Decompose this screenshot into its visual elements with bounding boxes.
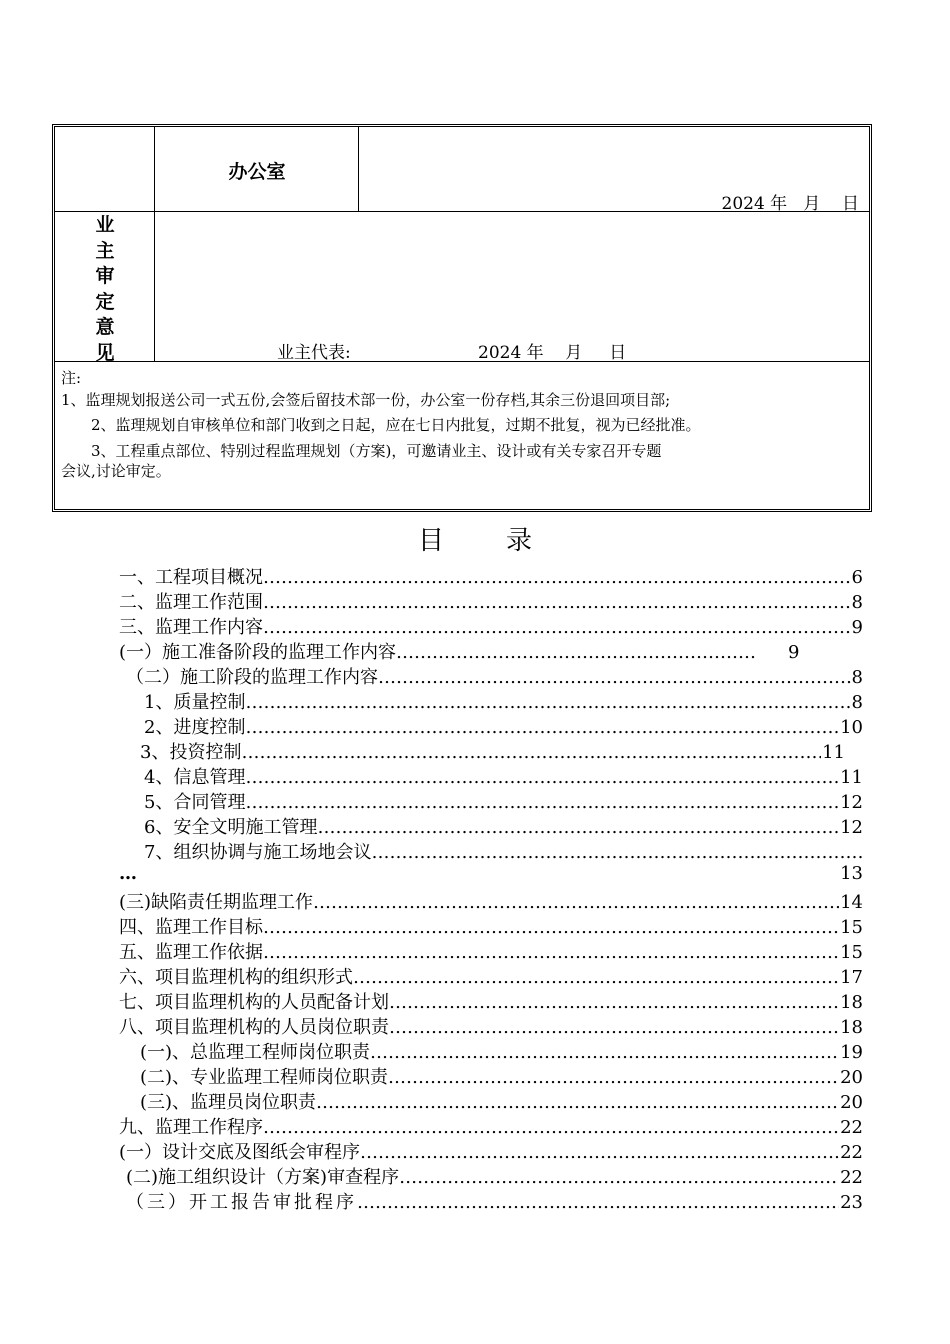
toc-entry[interactable] xyxy=(140,1088,863,1113)
toc-entry-label: 7、组织协调与施工场地会议 xyxy=(144,842,372,863)
office-label: 办公室 xyxy=(228,161,286,183)
toc-entry-continued[interactable] xyxy=(119,863,863,888)
toc-entry-label: (二)、专业监理工程师岗位职责 xyxy=(140,1067,389,1088)
toc-entry-page: 23 xyxy=(840,1192,863,1213)
toc-leader-dots xyxy=(245,792,839,813)
toc-entry[interactable] xyxy=(126,1163,863,1188)
toc-entry-label: 5、合同管理 xyxy=(144,792,246,813)
toc-entry[interactable] xyxy=(119,638,863,663)
toc-entry[interactable] xyxy=(119,938,863,963)
owner-label-char: 意 xyxy=(95,316,115,338)
toc-leader-dots xyxy=(263,942,839,963)
toc-leader-dots xyxy=(378,667,851,688)
toc-entry-label: 七、项目监理机构的人员配备计划 xyxy=(119,992,389,1013)
toc-entry-page: 13 xyxy=(840,863,863,884)
toc-entry[interactable] xyxy=(119,963,863,988)
toc-entry-label: 2、进度控制 xyxy=(144,717,246,738)
owner-label-char: 审 xyxy=(95,265,115,287)
toc-entry-page: 18 xyxy=(840,992,863,1013)
toc-leader-dots xyxy=(316,1092,839,1113)
toc-leader-dots xyxy=(263,592,851,613)
notes-heading: 注: xyxy=(61,369,82,387)
toc-leader-dots xyxy=(353,967,839,988)
owner-review-label xyxy=(55,213,155,366)
owner-label-char: 定 xyxy=(95,290,115,313)
toc-entry-page: 12 xyxy=(840,792,863,813)
toc-entry-label: (三)、监理员岗位职责 xyxy=(140,1092,317,1113)
toc-entry[interactable] xyxy=(119,613,863,638)
toc-entry[interactable] xyxy=(126,1188,863,1213)
toc-leader-dots xyxy=(317,817,839,838)
owner-label-char: 业 xyxy=(95,214,115,236)
toc-entry-page: 14 xyxy=(840,892,863,913)
toc-entry-page: 22 xyxy=(840,1142,863,1163)
toc-entry-page: 15 xyxy=(840,917,863,938)
toc-entry-label: 六、项目监理机构的组织形式 xyxy=(119,967,353,988)
office-date: 2024 年 月 日 xyxy=(721,194,859,214)
toc-entry-page: 18 xyxy=(840,1017,863,1038)
toc-entry-label: (一）施工准备阶段的监理工作内容 xyxy=(119,642,397,663)
toc-entry-label: 二、监理工作范围 xyxy=(119,592,263,613)
toc-entry[interactable] xyxy=(119,888,863,913)
toc-entry-label: （二）施工阶段的监理工作内容 xyxy=(126,667,378,688)
toc-leader-dots xyxy=(245,717,839,738)
toc-entry[interactable] xyxy=(119,1013,863,1038)
toc-entry-page: 6 xyxy=(851,567,863,588)
toc-entry-label: 四、监理工作目标 xyxy=(119,917,263,938)
note-item-1: 1、监理规划报送公司一式五份,会签后留技术部一份，办公室一份存档,其余三份退回项目部; xyxy=(61,391,671,409)
toc-entry-page: 9 xyxy=(788,642,800,663)
owner-date: 2024 年 月 日 xyxy=(478,343,627,363)
note-item-2: 2、监理规划自审核单位和部门收到之日起，应在七日内批复，过期不批复，视为已经批准。 xyxy=(91,416,701,434)
toc-entry-label: (三)缺陷责任期监理工作 xyxy=(119,892,314,913)
toc-entry[interactable] xyxy=(119,1138,863,1163)
toc-entry-page: 8 xyxy=(851,667,863,688)
toc-leader-dots xyxy=(263,1117,839,1138)
toc-entry[interactable] xyxy=(119,913,863,938)
toc-entry[interactable] xyxy=(140,1038,863,1063)
toc-entry[interactable] xyxy=(144,838,863,863)
toc-leader-dots xyxy=(263,617,851,638)
toc-leader-dots xyxy=(263,567,851,588)
toc-entry-label: 五、监理工作依据 xyxy=(119,942,263,963)
toc-leader-dots xyxy=(388,1067,839,1088)
toc-entry-label: 三、监理工作内容 xyxy=(119,617,263,638)
toc-entry[interactable] xyxy=(144,788,863,813)
toc-title: 目录 xyxy=(417,526,594,556)
toc-entry[interactable] xyxy=(144,688,863,713)
row-divider xyxy=(55,361,869,362)
toc-leader-dots xyxy=(245,692,850,713)
toc-entry-label: (二)施工组织设计（方案)审查程序 xyxy=(126,1167,400,1188)
toc-entry-label: 一、工程项目概况 xyxy=(119,567,263,588)
toc-entry[interactable] xyxy=(140,738,845,763)
note-item-3: 3、工程重点部位、特别过程监理规划（方案)，可邀请业主、设计或有关专家召开专题 xyxy=(91,442,662,460)
toc-entry-page: 22 xyxy=(840,1117,863,1138)
toc-entry[interactable] xyxy=(140,1063,863,1088)
toc-entry[interactable] xyxy=(126,663,863,688)
toc-entry-page: 12 xyxy=(840,817,863,838)
toc-entry[interactable] xyxy=(119,988,863,1013)
toc-leader-dots xyxy=(396,642,756,663)
toc-entry-label: 4、信息管理 xyxy=(144,767,246,788)
owner-representative: 业主代表: xyxy=(277,343,351,363)
note-item-3-continued: 会议,讨论审定。 xyxy=(61,462,171,480)
toc-leader-dots xyxy=(370,1042,839,1063)
toc-entry[interactable] xyxy=(144,713,863,738)
toc-entry[interactable] xyxy=(144,813,863,838)
toc-entry-page: 17 xyxy=(840,967,863,988)
toc-entry[interactable] xyxy=(119,588,863,613)
toc-entry-page: 19 xyxy=(840,1042,863,1063)
toc-leader-dots xyxy=(360,1142,839,1163)
toc-leader-dots xyxy=(399,1167,839,1188)
toc-entry-label: 6、安全文明施工管理 xyxy=(144,817,318,838)
owner-label-char: 见 xyxy=(95,341,115,364)
toc-entry-page: 22 xyxy=(840,1167,863,1188)
toc-leader-dots xyxy=(389,1017,839,1038)
toc-entry-page: 11 xyxy=(822,742,845,763)
toc-entry-label: 3、投资控制 xyxy=(140,742,242,763)
approval-form-table xyxy=(52,124,872,512)
toc-entry-page: 11 xyxy=(840,767,863,788)
toc-entry-page: 8 xyxy=(851,592,863,613)
toc-entry-page: 15 xyxy=(840,942,863,963)
toc-entry-page: 20 xyxy=(840,1067,863,1088)
toc-entry-label: 1、质量控制 xyxy=(144,692,246,713)
toc-entry[interactable] xyxy=(119,563,863,588)
toc-entry-label: （三）开工报告审批程序 xyxy=(126,1192,357,1213)
toc-leader-dots xyxy=(241,742,821,763)
toc-entry-page: 8 xyxy=(851,692,863,713)
toc-entry-label: (一)、总监理工程师岗位职责 xyxy=(140,1042,371,1063)
toc-leader-dots xyxy=(371,842,863,863)
toc-entry[interactable] xyxy=(144,763,863,788)
toc-entry-label: 九、监理工作程序 xyxy=(119,1117,263,1138)
toc-leader-dots xyxy=(263,917,839,938)
owner-label-char: 主 xyxy=(95,239,115,262)
toc-entry-page: 20 xyxy=(840,1092,863,1113)
toc-leader-dots xyxy=(245,767,839,788)
notes-section xyxy=(61,367,867,482)
toc-entry-label: (一）设计交底及图纸会审程序 xyxy=(119,1142,361,1163)
toc-entry-page: 10 xyxy=(840,717,863,738)
toc-leader-dots xyxy=(389,992,839,1013)
toc-entry[interactable] xyxy=(119,1113,863,1138)
toc-entry-label: 八、项目监理机构的人员岗位职责 xyxy=(119,1017,389,1038)
toc-wrap-dots: … xyxy=(119,863,137,884)
toc-leader-dots xyxy=(357,1192,839,1213)
toc-entry-page: 9 xyxy=(851,617,863,638)
toc-leader-dots xyxy=(313,892,839,913)
